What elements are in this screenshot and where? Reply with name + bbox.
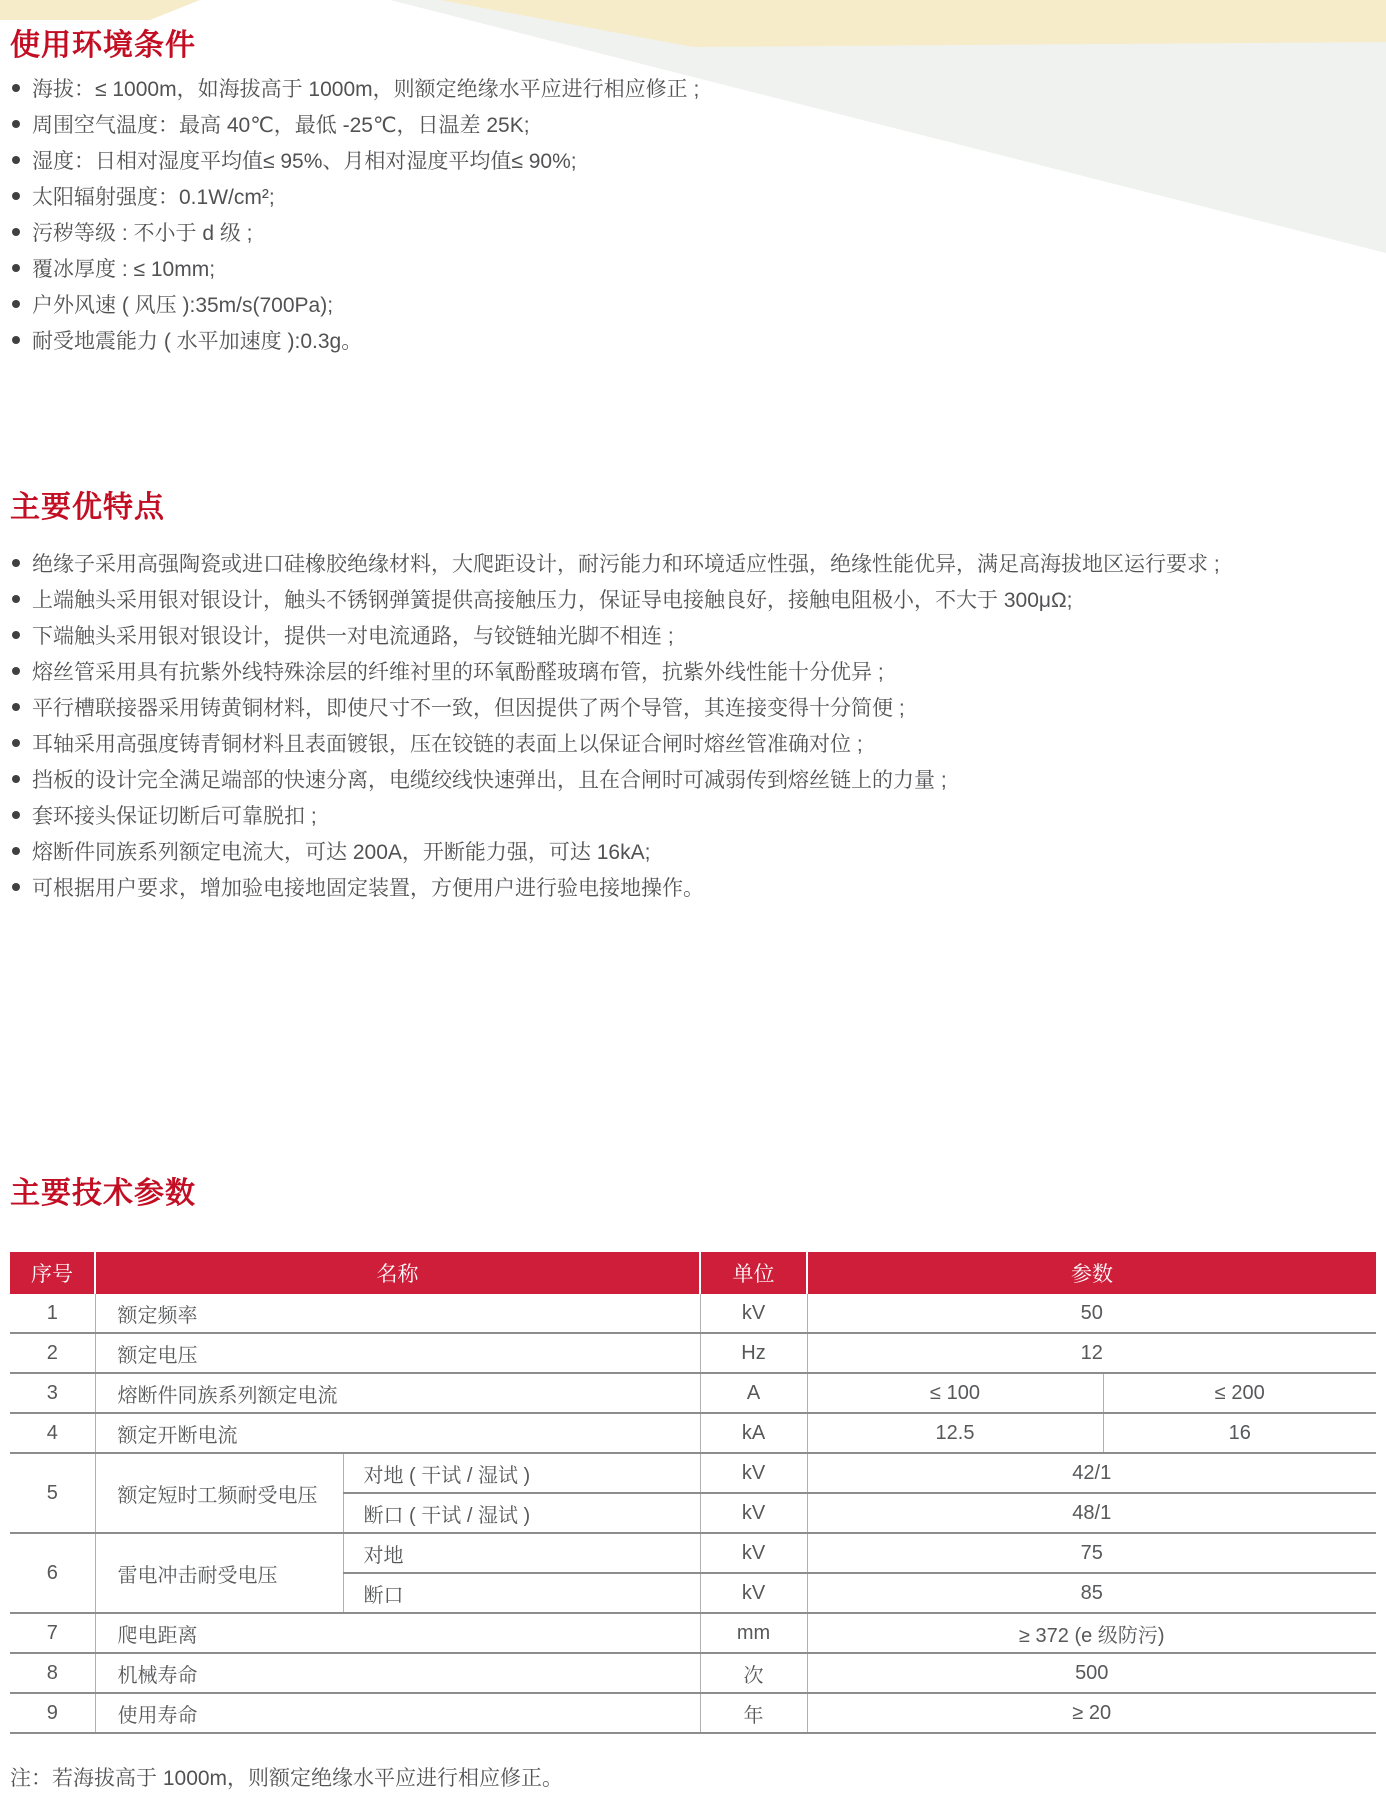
header-no: 序号 <box>10 1252 95 1294</box>
cell-unit: kV <box>700 1573 807 1613</box>
cell-unit: kV <box>700 1453 807 1493</box>
header-param: 参数 <box>807 1252 1376 1294</box>
bullet-dot-icon <box>12 228 20 236</box>
cell-unit: kA <box>700 1413 807 1453</box>
list-item <box>10 797 1220 833</box>
table-row <box>10 1613 1376 1653</box>
list-item <box>10 214 699 250</box>
parameters-table <box>10 1252 1376 1734</box>
bullet-dot-icon <box>12 667 20 675</box>
cell-no: 5 <box>10 1453 95 1533</box>
bullet-dot-icon <box>12 595 20 603</box>
list-item-text: 耳轴采用高强度铸青铜材料且表面镀银，压在铰链的表面上以保证合闸时熔丝管准确对位 ; <box>32 733 863 756</box>
header-name: 名称 <box>95 1252 700 1294</box>
list-item-text: 覆冰厚度 : ≤ 10mm; <box>32 258 216 281</box>
list-item <box>10 106 699 142</box>
cell-no: 8 <box>10 1653 95 1693</box>
list-item-text: 上端触头采用银对银设计，触头不锈钢弹簧提供高接触压力，保证导电接触良好，接触电阻极小，不大于 300μΩ; <box>32 589 1073 612</box>
list-item-text: 周围空气温度：最高 40℃，最低 -25℃，日温差 25K; <box>32 114 530 137</box>
bullet-dot-icon <box>12 883 20 891</box>
list-item-text: 海拔：≤ 1000m，如海拔高于 1000m，则额定绝缘水平应进行相应修正 ; <box>32 78 700 101</box>
cell-value: 42/1 <box>807 1453 1376 1493</box>
list-item-text: 可根据用户要求，增加验电接地固定装置，方便用户进行验电接地操作。 <box>32 877 704 900</box>
list-item-text: 熔丝管采用具有抗紫外线特殊涂层的纤维衬里的环氧酚醛玻璃布管，抗紫外线性能十分优异 ; <box>32 661 884 684</box>
bullet-dot-icon <box>12 847 20 855</box>
corner-cream-strip-left <box>0 0 220 20</box>
list-item <box>10 322 699 358</box>
bullet-dot-icon <box>12 775 20 783</box>
list-item <box>10 581 1220 617</box>
cell-value: 75 <box>807 1533 1376 1573</box>
table-row <box>10 1333 1376 1373</box>
cell-value: 16 <box>1103 1413 1376 1453</box>
header-unit: 单位 <box>700 1252 807 1294</box>
table-footnote: 注：若海拔高于 1000m，则额定绝缘水平应进行相应修正。 <box>10 1767 564 1790</box>
cell-value: ≤ 100 <box>807 1373 1103 1413</box>
cell-value: ≥ 372 (e 级防污) <box>807 1613 1376 1653</box>
cell-value: 12.5 <box>807 1413 1103 1453</box>
table-row <box>10 1453 1376 1493</box>
list-item-text: 湿度：日相对湿度平均值≤ 95%、月相对湿度平均值≤ 90%; <box>32 150 577 173</box>
list-item-text: 平行槽联接器采用铸黄铜材料，即使尺寸不一致，但因提供了两个导管，其连接变得十分简便 ; <box>32 697 905 720</box>
cell-name: 爬电距离 <box>95 1613 700 1653</box>
table-row <box>10 1533 1376 1573</box>
cell-subname: 断口 ( 干试 / 湿试 ) <box>343 1493 700 1533</box>
cell-value: 50 <box>807 1294 1376 1333</box>
cell-value: 500 <box>807 1653 1376 1693</box>
features-section-title: 主要优特点 <box>10 491 165 524</box>
env-list <box>10 70 699 358</box>
table-row <box>10 1373 1376 1413</box>
list-item <box>10 545 1220 581</box>
cell-value: 48/1 <box>807 1493 1376 1533</box>
cell-value: 12 <box>807 1333 1376 1373</box>
cell-no: 6 <box>10 1533 95 1613</box>
cell-unit: 次 <box>700 1653 807 1693</box>
cell-subname: 断口 <box>343 1573 700 1613</box>
list-item <box>10 761 1220 797</box>
list-item <box>10 689 1220 725</box>
env-section-title: 使用环境条件 <box>10 29 196 62</box>
bullet-dot-icon <box>12 192 20 200</box>
table-row <box>10 1413 1376 1453</box>
cell-unit: mm <box>700 1613 807 1653</box>
bullet-dot-icon <box>12 631 20 639</box>
cell-no: 9 <box>10 1693 95 1733</box>
list-item <box>10 70 699 106</box>
cell-value: 85 <box>807 1573 1376 1613</box>
cell-name: 机械寿命 <box>95 1653 700 1693</box>
features-list <box>10 545 1220 905</box>
table-header-row <box>10 1252 1376 1294</box>
list-item <box>10 178 699 214</box>
cell-name: 熔断件同族系列额定电流 <box>95 1373 700 1413</box>
table-row <box>10 1693 1376 1733</box>
list-item-text: 熔断件同族系列额定电流大，可达 200A，开断能力强，可达 16kA; <box>32 841 651 864</box>
list-item <box>10 617 1220 653</box>
cell-value: ≤ 200 <box>1103 1373 1376 1413</box>
bullet-dot-icon <box>12 300 20 308</box>
list-item <box>10 250 699 286</box>
params-section-title: 主要技术参数 <box>10 1177 196 1210</box>
cell-unit: kV <box>700 1533 807 1573</box>
bullet-dot-icon <box>12 739 20 747</box>
bullet-dot-icon <box>12 264 20 272</box>
bullet-dot-icon <box>12 559 20 567</box>
cell-unit: A <box>700 1373 807 1413</box>
bullet-dot-icon <box>12 84 20 92</box>
bullet-dot-icon <box>12 120 20 128</box>
list-item <box>10 142 699 178</box>
cell-unit: kV <box>700 1294 807 1333</box>
table-row <box>10 1653 1376 1693</box>
bullet-dot-icon <box>12 336 20 344</box>
list-item-text: 下端触头采用银对银设计，提供一对电流通路，与铰链轴光脚不相连 ; <box>32 625 674 648</box>
cell-subname: 对地 <box>343 1533 700 1573</box>
list-item <box>10 286 699 322</box>
cell-unit: 年 <box>700 1693 807 1733</box>
bullet-dot-icon <box>12 156 20 164</box>
cell-name: 额定短时工频耐受电压 <box>95 1453 343 1533</box>
list-item <box>10 653 1220 689</box>
list-item <box>10 869 1220 905</box>
cell-unit: Hz <box>700 1333 807 1373</box>
cell-no: 3 <box>10 1373 95 1413</box>
cell-name: 额定频率 <box>95 1294 700 1333</box>
list-item-text: 耐受地震能力 ( 水平加速度 ):0.3g。 <box>32 330 363 353</box>
list-item-text: 套环接头保证切断后可靠脱扣 ; <box>32 805 317 828</box>
cell-no: 1 <box>10 1294 95 1333</box>
cell-name: 使用寿命 <box>95 1693 700 1733</box>
cell-name: 额定电压 <box>95 1333 700 1373</box>
cell-no: 2 <box>10 1333 95 1373</box>
cell-name: 雷电冲击耐受电压 <box>95 1533 343 1613</box>
list-item-text: 挡板的设计完全满足端部的快速分离，电缆绞线快速弹出，且在合闸时可减弱传到熔丝链上的力量 ; <box>32 769 947 792</box>
cell-no: 7 <box>10 1613 95 1653</box>
list-item-text: 太阳辐射强度：0.1W/cm²; <box>32 186 275 209</box>
bullet-dot-icon <box>12 811 20 819</box>
list-item-text: 污秽等级 : 不小于 d 级 ; <box>32 222 253 245</box>
list-item-text: 户外风速 ( 风压 ):35m/s(700Pa); <box>32 294 334 317</box>
cell-name: 额定开断电流 <box>95 1413 700 1453</box>
table-row <box>10 1294 1376 1333</box>
cell-subname: 对地 ( 干试 / 湿试 ) <box>343 1453 700 1493</box>
list-item-text: 绝缘子采用高强陶瓷或进口硅橡胶绝缘材料，大爬距设计，耐污能力和环境适应性强，绝缘性能优异，满足高海拔地区运行要求 ; <box>32 553 1220 576</box>
bullet-dot-icon <box>12 703 20 711</box>
cell-value: ≥ 20 <box>807 1693 1376 1733</box>
list-item <box>10 833 1220 869</box>
cell-no: 4 <box>10 1413 95 1453</box>
list-item <box>10 725 1220 761</box>
cell-unit: kV <box>700 1493 807 1533</box>
